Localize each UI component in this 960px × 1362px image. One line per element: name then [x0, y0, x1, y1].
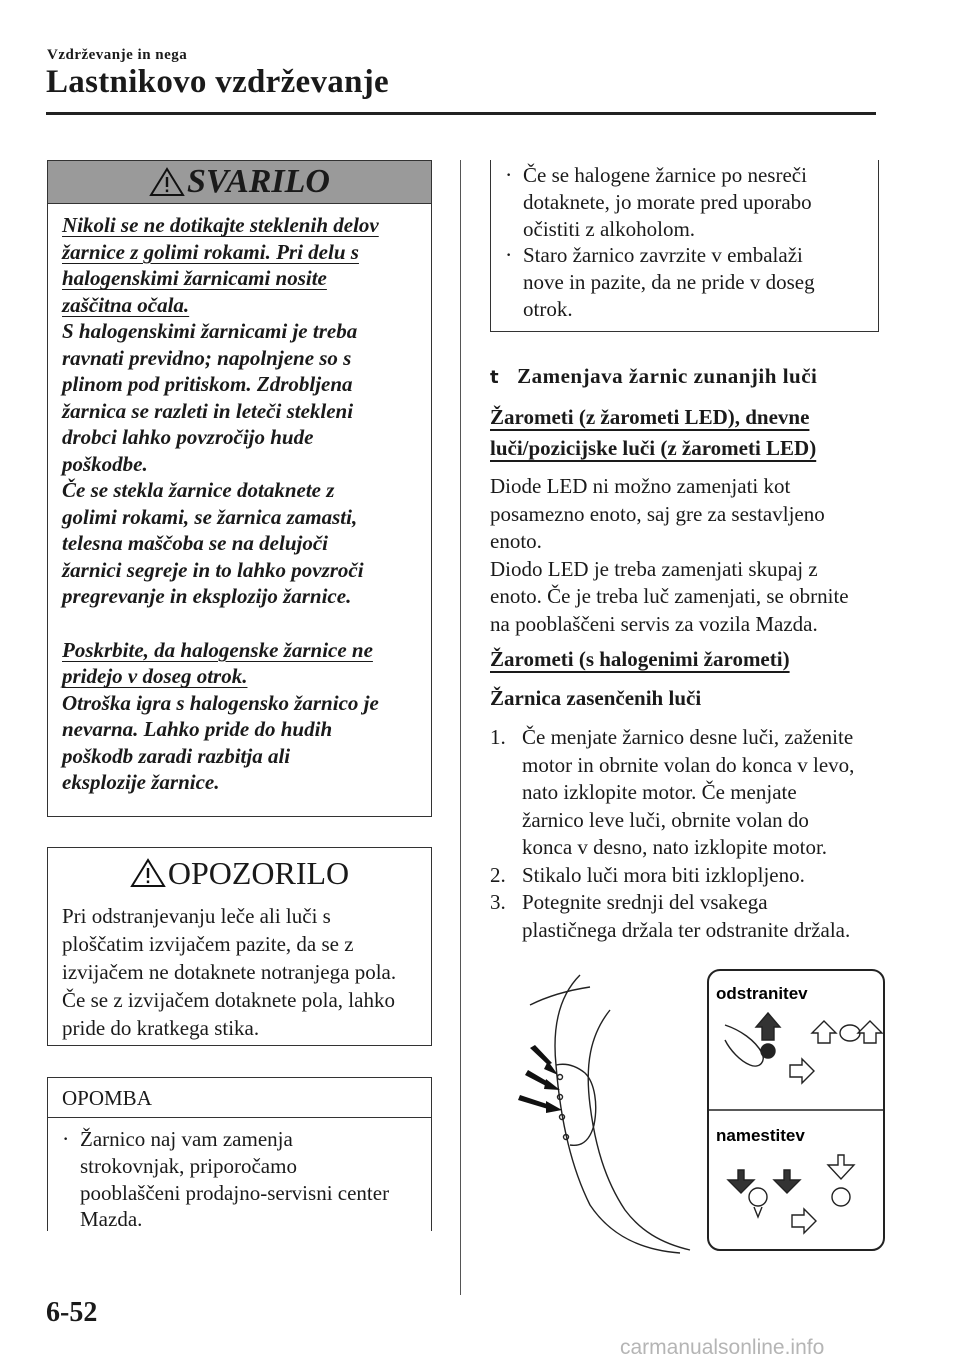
note-line: očistiti z alkoholom. — [523, 216, 696, 241]
fender-illustration — [530, 975, 690, 1253]
caution-line: izvijačem ne dotaknete notranjega pola. — [62, 960, 397, 984]
led-paragraph — [490, 473, 880, 638]
paragraph-line: enoto. Če je treba luč zamenjati, se obrnite — [490, 584, 849, 608]
subheading-led — [490, 403, 816, 463]
warning-line: S halogenskimi žarnicami je treba — [62, 319, 358, 343]
steps-list — [490, 724, 880, 944]
warning-header — [48, 161, 431, 204]
note-bullet — [505, 242, 864, 322]
step-line: žarnico leve luči, obrnite volan do — [522, 807, 809, 832]
note-line: · Žarnico naj vam zamenja — [80, 1127, 293, 1151]
caution-body — [48, 898, 431, 1042]
main-heading — [490, 364, 817, 389]
subheading-halogen — [490, 645, 790, 674]
page-title: Lastnikovo vzdrževanje — [46, 64, 389, 100]
warning-line: plinom pod pritiskom. Zdrobljena — [62, 372, 353, 396]
subheading-line: Žarometi (z žarometi LED), dnevne — [490, 405, 810, 429]
step-item — [490, 862, 880, 890]
note-box-continued — [490, 160, 879, 332]
note-line: dotaknete, jo morate pred uporabo — [523, 189, 812, 214]
warning-box — [47, 160, 432, 817]
subheading-line: Žarometi (s halogenimi žarometi) — [490, 647, 790, 671]
title-rule — [46, 112, 876, 115]
caution-line: Če se z izvijačem dotaknete pola, lahko — [62, 988, 395, 1012]
caution-line: pride do kratkega stika. — [62, 1016, 260, 1040]
main-heading-text: Zamenjava žarnic zunanjih luči — [517, 364, 818, 388]
paragraph-line: na pooblaščeni servis za vozila Mazda. — [490, 611, 818, 636]
warning-line: golimi rokami, se žarnica zamasti, — [62, 504, 358, 529]
warning-line: poškodb zaradi razbitja ali — [62, 743, 291, 768]
paragraph-line: Diodo LED je treba zamenjati skupaj z — [490, 556, 818, 581]
warning-line: Če se stekla žarnice dotaknete z — [62, 478, 335, 502]
note-header: OPOMBA — [48, 1078, 431, 1118]
note-body — [491, 160, 878, 323]
clip-removal-figure — [490, 965, 890, 1255]
note-bullet — [62, 1126, 417, 1233]
note-line: · Če se halogene žarnice po nesreči — [523, 163, 807, 187]
column-divider — [460, 160, 461, 1295]
paragraph-line: Diode LED ni možno zamenjati kot — [490, 474, 791, 498]
page-number: 6-52 — [46, 1297, 98, 1328]
note-line: pooblaščeni prodajno-servisni center — [80, 1180, 390, 1205]
step-line: nato izklopite motor. Če menjate — [522, 780, 797, 804]
warning-line: žarnice z golimi rokami. Pri delu s — [62, 239, 359, 264]
step-item — [490, 889, 880, 944]
warning-line: žarnici segreje in to lahko povzroči — [62, 557, 364, 582]
warning-line: halogenskimi žarnicami nosite — [62, 266, 327, 290]
warning-line: eksplozije žarnice. — [62, 770, 220, 794]
section-label: Vzdrževanje in nega — [47, 47, 188, 63]
paragraph-line: posamezno enoto, saj gre za sestavljeno — [490, 501, 825, 526]
caution-line: Pri odstranjevanju leče ali luči s — [62, 904, 331, 928]
warning-line: žarnica se razleti in leteči stekleni — [62, 398, 354, 423]
warning-line: Poskrbite, da halogenske žarnice ne — [62, 637, 373, 662]
step-line: plastičnega držala ter odstranite držala. — [522, 917, 851, 942]
note-line: nove in pazite, da ne pride v doseg — [523, 270, 815, 295]
warning-line: ravnati previdno; napolnjene so s — [62, 345, 352, 370]
step-item — [490, 724, 880, 862]
caution-header — [48, 848, 431, 898]
step-line: Stikalo luči mora biti izklopljeno. — [522, 862, 805, 887]
caution-line: ploščatim izvijačem pazite, da se z — [62, 932, 354, 956]
warning-line: Nikoli se ne dotikajte steklenih delov — [62, 213, 379, 237]
warning-line: nevarna. Lahko pride do hudih — [62, 717, 333, 741]
paragraph-line: enoto. — [490, 529, 542, 553]
warning-line: poškodbe. — [62, 451, 148, 476]
note-line: strokovnjak, priporočamo — [80, 1153, 297, 1178]
heading-marker: t — [490, 367, 500, 388]
step-number: 1. — [490, 725, 506, 749]
step-line: Potegnite srednji del vsakega — [522, 890, 768, 914]
warning-body — [48, 204, 431, 796]
warning-line: zaščitna očala. — [62, 292, 190, 317]
subheading-low-beam: Žarnica zasenčenih luči — [490, 686, 702, 710]
warning-line: Otroška igra s halogensko žarnico je — [62, 690, 379, 715]
warning-triangle-icon — [130, 858, 166, 888]
note-line: otrok. — [523, 296, 573, 321]
warning-triangle-icon — [149, 167, 185, 197]
step-number: 3. — [490, 890, 506, 914]
warning-line: pregrevanje in eksplozijo žarnice. — [62, 584, 352, 608]
warning-line: telesna maščoba se na delujoči — [62, 531, 328, 555]
warning-title: SVARILO — [187, 163, 330, 200]
subheading-line: luči/pozicijske luči (z žarometi LED) — [490, 436, 817, 460]
note-line: Mazda. — [80, 1207, 143, 1232]
caution-box — [47, 847, 432, 1046]
step-line: motor in obrnite volan do konca v levo, — [522, 752, 855, 777]
warning-line: pridejo v doseg otrok. — [62, 664, 248, 688]
watermark: carmanualsonline.info — [620, 1336, 825, 1359]
note-box — [47, 1077, 432, 1231]
note-body — [48, 1118, 431, 1233]
caution-title: OPOZORILO — [167, 854, 350, 891]
label-install: namestitev — [716, 1126, 805, 1145]
step-number: 2. — [490, 862, 506, 887]
step-line: konca v desno, nato izklopite motor. — [522, 835, 828, 859]
warning-line: drobci lahko povzročijo hude — [62, 425, 314, 449]
note-line: · Staro žarnico zavrzite v embalaži — [523, 243, 803, 268]
note-bullet — [505, 162, 864, 242]
label-remove: odstranitev — [716, 984, 808, 1003]
step-line: Če menjate žarnico desne luči, zaženite — [522, 725, 854, 749]
